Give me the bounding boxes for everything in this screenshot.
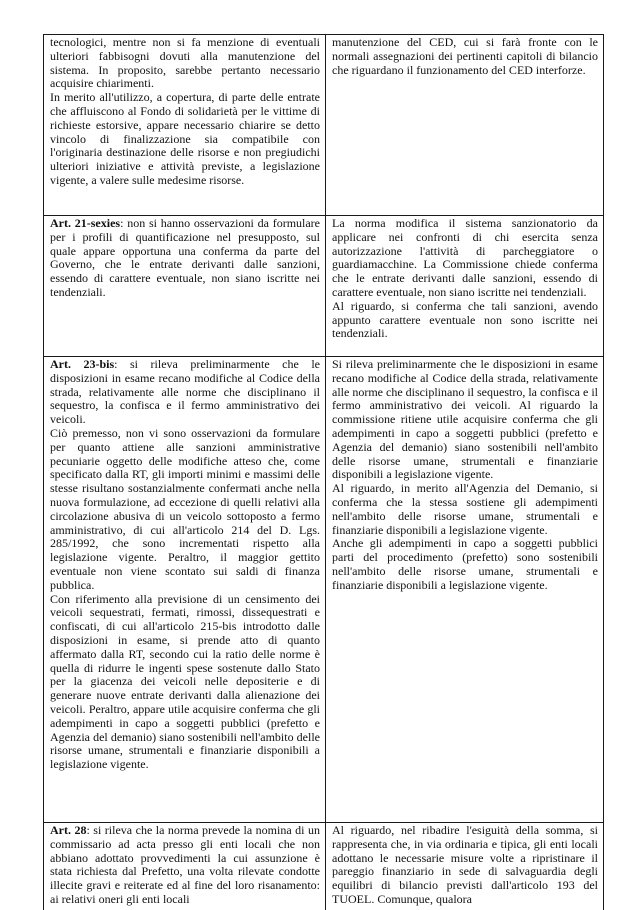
paragraph: Anche gli adempimenti in capo a soggetti pubblici parti del procedimento (prefetto) sono sostenibili nell'ambito delle risorse umane, strumentali e finanziarie disponibili a legislazione vigente. <box>332 536 598 592</box>
paragraph: Al riguardo, in merito all'Agenzia del Demanio, si conferma che la stessa sostiene gli adempimenti nell'ambito delle risorse umane, strumentali e finanziarie disponibili a legislazione vigente. <box>332 481 598 537</box>
paragraph: manutenzione del CED, cui si farà fronte con le normali assegnazioni dei pertinenti capitoli di bilancio che riguardano il funzionamento del CED interforze. <box>332 35 598 77</box>
paragraph: Al riguardo, nel ribadire l'esiguità della somma, si rappresenta che, in via ordinaria e tipica, gli enti locali adottano le necessarie misure volte a ripristinare il pareggio finanziario in sede di salvaguardia degli equilibri di bilancio previsti dall'articolo 193 del TUOEL. Comunque, qualora <box>332 823 598 906</box>
article-label: Art. 28 <box>50 823 87 837</box>
observation-cell <box>44 216 326 357</box>
paragraph: La norma modifica il sistema sanzionatorio da applicare nei confronti di chi esercita senza autorizzazione l'attività di parcheggiatore o guardiamacchine. La Commissione chiede conferma che le entrate derivanti dalle sanzioni, essendo di carattere eventuale, non siano iscritte nei tendenziali. <box>332 216 598 299</box>
paragraph-text: : si rileva che la norma prevede la nomina di un commissario ad acta presso gli enti locali che non abbiano adottato provvedimenti la cui assunzione è stata richiesta dal Prefetto, una volta rilevate condotte illecite gravi e reiterate ed al fine del loro risanamento: ai relativi oneri gli enti locali <box>50 823 320 906</box>
response-cell <box>326 35 604 216</box>
observation-cell <box>44 823 326 910</box>
paragraph <box>50 358 320 427</box>
article-label: Art. 21-sexies <box>50 216 121 230</box>
table-row <box>44 216 604 357</box>
table-row <box>44 357 604 823</box>
response-cell <box>326 216 604 357</box>
article-label: Art. 23-bis <box>50 357 115 371</box>
paragraph: Si rileva preliminarmente che le disposizioni in esame recano modifiche al Codice della strada, relativamente alle norme che disciplinano il sequestro, la confisca e il fermo amministrativo dei veicoli. Al riguardo la commissione ritiene utile acquisire conferma che gli adempimenti in capo a soggetti pubblici (prefetto e Agenzia del demanio) siano sostenibili nell'ambito delle risorse umane, strumentali e finanziarie disponibili a legislazione vigente. <box>332 357 598 482</box>
paragraph <box>50 824 320 907</box>
paragraph-text: : non si hanno osservazioni da formulare per i profili di quantificazione nel presupposto, sul quale appare opportuna una conferma da parte del Governo, che le entrate derivanti dalle sanzioni, essendo di carattere eventuale, non siano iscritte nei tendenziali. <box>50 216 321 299</box>
paragraph: tecnologici, mentre non si fa menzione di eventuali ulteriori fabbisogni dovuti alla manutenzione del sistema. In proposito, sarebbe pertanto necessario acquisire chiarimenti. <box>50 35 320 91</box>
paragraph: In merito all'utilizzo, a copertura, di parte delle entrate che affluiscono al Fondo di solidarietà per le vittime di richieste estorsive, appare necessario chiarire se detto vincolo di finalizzazione sia compatibile con l'originaria destinazione delle risorse e non pregiudichi ulteriori iniziative e attività previste, a legislazione vigente, a valere sulle medesime risorse. <box>50 90 320 187</box>
observation-cell <box>44 357 326 823</box>
table-row <box>44 823 604 910</box>
observation-cell <box>44 35 326 216</box>
table-row <box>44 35 604 216</box>
paragraph <box>50 217 320 300</box>
response-cell <box>326 357 604 823</box>
paragraph: Al riguardo, si conferma che tali sanzioni, avendo appunto carattere eventuale non sono iscritte nei tendenziali. <box>332 298 598 341</box>
paragraph: Con riferimento alla previsione di un censimento dei veicoli sequestrati, fermati, rimossi, dissequestrati e confiscati, di cui all'articolo 215-bis introdotto dalle disposizioni in esame, si prende atto di quanto affermato dalla RT, secondo cui la ratio delle norme è quella di ridurre le ingenti spese sostenute dallo Stato per la giacenza dei veicoli nelle depositerie e di generare nuove entrate derivanti dalla alienazione dei veicoli. Peraltro, appare utile acquisire conferma che gli adempimenti in capo a soggetti pubblici (prefetto e Agenzia del demanio) siano sostenibili nell'ambito delle risorse umane, strumentali e finanziarie disponibili a legislazione vigente. <box>50 591 320 772</box>
response-cell <box>326 823 604 910</box>
paragraph: Ciò premesso, non vi sono osservazioni da formulare per quanto attiene alle sanzioni amministrative pecuniarie oggetto delle modifiche atteso che, come specificato dalla RT, gli importi minimi e massimi delle stesse risultano sostanzialmente confermati anche nella nuova formulazione, ad eccezione di quelli relativi alla circolazione abusiva di un veicolo sottoposto a fermo amministrativo, di cui all'articolo 214 del D. Lgs. 285/1992, che sono incrementati rispetto alla legislazione vigente. Peraltro, il maggior gettito eventuale non viene scontato sui saldi di finanza pubblica. <box>50 425 320 592</box>
comparison-table <box>43 34 604 910</box>
paragraph-text: : si rileva preliminarmente che le disposizioni in esame recano modifiche al Codice della strada, relativamente alle norme che disciplinano il sequestro, la confisca e il fermo amministrativo dei veicoli. <box>50 357 320 427</box>
